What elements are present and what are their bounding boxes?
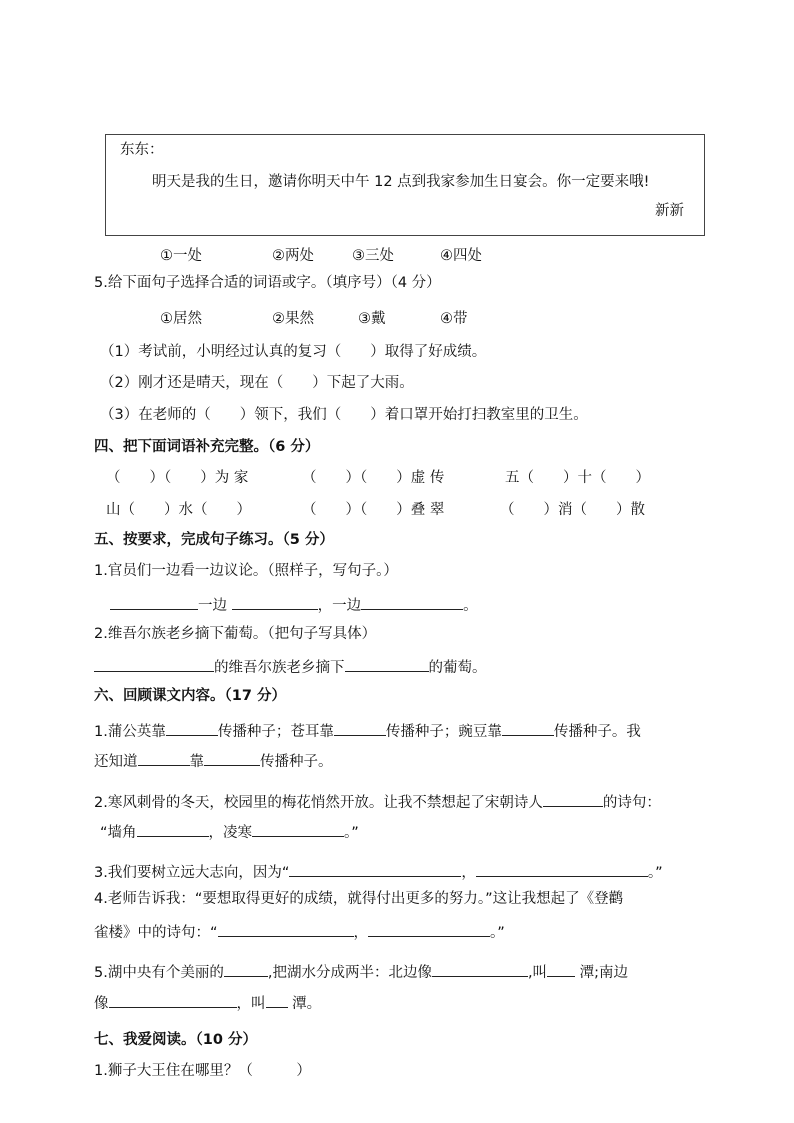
- section-7-title: 七、我爱阅读。（10 分）: [94, 1032, 257, 1048]
- option-4: ④四处: [440, 248, 482, 264]
- option-2: ②两处: [272, 248, 314, 264]
- q5-option-2: ②果然: [272, 311, 314, 327]
- sec6-q5: 5.湖中央有个美丽的 ,把湖水分成两半：北边像 ,叫 潭;南边: [94, 960, 628, 983]
- blank[interactable]: [543, 790, 603, 807]
- blank[interactable]: [94, 655, 214, 672]
- q5-item-1[interactable]: （1）考试前，小明经过认真的复习（ ）取得了好成绩。: [100, 344, 487, 360]
- letter-signature: 新新: [655, 203, 684, 219]
- q5-item-3[interactable]: （3）在老师的（ ）领下，我们（ ）着口罩开始打扫教室里的卫生。: [100, 407, 588, 423]
- q5-option-3: ③戴: [358, 311, 386, 327]
- idiom-6[interactable]: （ ）消（ ）散: [500, 502, 645, 518]
- idiom-2[interactable]: （ ）（ ）虚 传: [302, 470, 445, 486]
- sec6-q4b: 雀楼》中的诗句：“ ， 。”: [94, 920, 505, 943]
- blank[interactable]: [334, 719, 386, 736]
- blank[interactable]: [289, 860, 461, 877]
- letter-box: [105, 134, 705, 236]
- q5-option-4: ④带: [440, 311, 468, 327]
- blank[interactable]: [109, 991, 237, 1008]
- letter-greeting: 东东：: [120, 142, 164, 158]
- blank[interactable]: [502, 719, 554, 736]
- idiom-1[interactable]: （ ）（ ）为 家: [106, 470, 249, 486]
- sec6-q4: 4.老师告诉我：“要想取得更好的成绩，就得付出更多的努力。”这让我想起了《登鹳: [94, 891, 624, 907]
- idiom-3[interactable]: 五（ ）十（ ）: [505, 470, 650, 486]
- sec6-q1b: 还知道 靠 传播种子。: [94, 749, 333, 772]
- sec6-q5b: 像 ，叫 潭。: [94, 991, 321, 1014]
- blank[interactable]: [361, 593, 463, 610]
- sec6-q2b: “墙角 ，凌寒 。”: [100, 820, 359, 843]
- blank[interactable]: [476, 860, 648, 877]
- blank[interactable]: [224, 960, 268, 977]
- blank[interactable]: [252, 820, 344, 837]
- option-3: ③三处: [352, 248, 394, 264]
- idiom-4[interactable]: 山（ ）水（ ）: [106, 502, 251, 518]
- blank[interactable]: [218, 920, 354, 937]
- blank[interactable]: [547, 960, 575, 977]
- section-5-title: 五、按要求，完成句子练习。（5 分）: [94, 532, 334, 548]
- sec6-q2: 2.寒风刺骨的冬天，校园里的梅花悄然开放。让我不禁想起了宋朝诗人 的诗句：: [94, 790, 661, 813]
- sec5-q1: 1.官员们一边看一边议论。（照样子，写句子。）: [94, 563, 398, 579]
- sec6-q1: 1.蒲公英靠 传播种子；苍耳靠 传播种子；豌豆靠 传播种子。我: [94, 719, 641, 742]
- sec7-q1[interactable]: 1.狮子大王住在哪里？（ ）: [94, 1063, 311, 1079]
- sec5-q2: 2.维吾尔族老乡摘下葡萄。（把句子写具体）: [94, 626, 377, 642]
- blank[interactable]: [345, 655, 429, 672]
- section-4-title: 四、把下面词语补充完整。（6 分）: [94, 439, 320, 455]
- blank[interactable]: [110, 593, 198, 610]
- sec5-q1-fill: 一边 ，一边 。: [110, 593, 478, 616]
- sec6-q3: 3.我们要树立远大志向，因为“ ， 。”: [94, 860, 663, 883]
- sec5-q2-fill: 的维吾尔族老乡摘下 的葡萄。: [94, 655, 487, 678]
- blank[interactable]: [232, 593, 318, 610]
- blank[interactable]: [368, 920, 490, 937]
- blank[interactable]: [204, 749, 260, 766]
- q5-item-2[interactable]: （2）刚才还是晴天，现在（ ）下起了大雨。: [100, 375, 414, 391]
- idiom-5[interactable]: （ ）（ ）叠 翠: [302, 502, 445, 518]
- option-1: ①一处: [160, 248, 202, 264]
- q5-option-1: ①居然: [160, 311, 202, 327]
- blank[interactable]: [266, 991, 288, 1008]
- letter-body: 明天是我的生日，邀请你明天中午 12 点到我家参加生日宴会。你一定要来哦!: [152, 174, 650, 190]
- blank[interactable]: [166, 719, 218, 736]
- blank[interactable]: [138, 749, 190, 766]
- blank[interactable]: [137, 820, 209, 837]
- blank[interactable]: [432, 960, 528, 977]
- q5-title: 5.给下面句子选择合适的词语或字。（填序号）（4 分）: [94, 275, 441, 291]
- section-6-title: 六、回顾课文内容。（17 分）: [94, 688, 286, 704]
